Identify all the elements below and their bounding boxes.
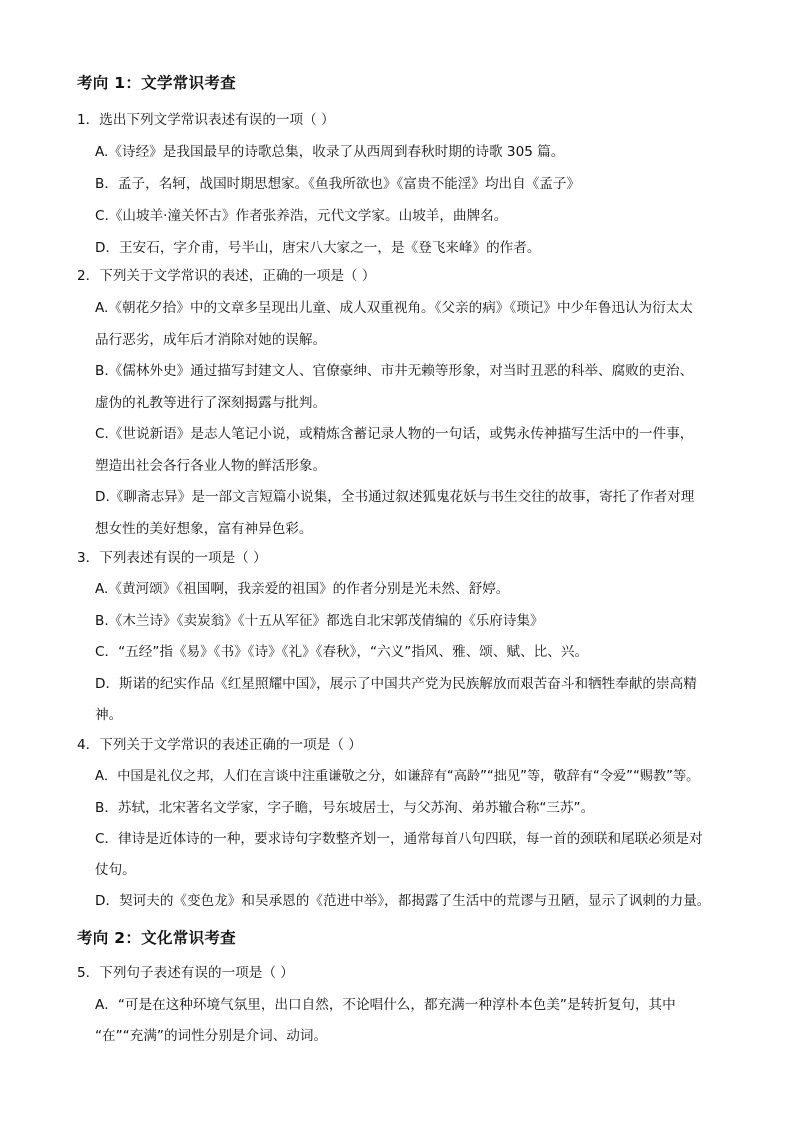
question-1-option-c: C.《山坡羊·潼关怀古》作者张养浩，元代文学家。山坡羊，曲牌名。: [95, 208, 508, 224]
question-2-option-a: A.《朝花夕拾》中的文章多呈现出儿童、成人双重视角。《父亲的病》《琐记》中少年鲁迅认为衍太太: [95, 300, 693, 316]
question-1-stem: 1．选出下列文学常识表述有误的一项（ ）: [77, 112, 335, 128]
question-2-option-b: B.《儒林外史》通过描写封建文人、官僚豪绅、市井无赖等形象，对当时丑恶的科举、腐败的吏治、: [95, 363, 694, 379]
question-3-option-d-cont: 神。: [95, 707, 123, 723]
question-1-option-b: B．孟子，名轲，战国时期思想家。《鱼我所欲也》《富贵不能淫》均出自《孟子》: [95, 176, 581, 192]
question-4-option-c-cont: 仗句。: [95, 862, 136, 878]
question-2-option-d: D.《聊斋志异》是一部文言短篇小说集，全书通过叙述狐鬼花妖与书生交往的故事，寄托了作者对理: [95, 489, 695, 505]
question-5-stem: 5．下列句子表述有误的一项是（ ）: [77, 965, 294, 981]
section-title: 考向 1：文学常识考查: [77, 74, 236, 92]
question-5-option-a-cont: “在”“充满”的词性分别是介词、动词。: [95, 1028, 328, 1044]
question-3-option-a: A.《黄河颂》《祖国啊，我亲爱的祖国》的作者分别是光未然、舒婷。: [95, 581, 510, 597]
question-4-option-b: B．苏轼，北宋著名文学家，字子瞻，号东坡居士，与父苏洵、弟苏辙合称“三苏”。: [95, 800, 595, 816]
question-5-option-a: A．“可是在这种环境气氛里，出口自然，不论唱什么，都充满一种淳朴本色美”是转折复句，其中: [95, 997, 676, 1013]
question-2-option-a-cont: 品行恶劣，成年后才消除对她的误解。: [95, 332, 327, 348]
question-3-option-d: D．斯诺的纪实作品《红星照耀中国》，展示了中国共产党为民族解放而艰苦奋斗和牺牲奉献的崇高精: [95, 676, 697, 692]
question-3-stem: 3．下列表述有误的一项是（ ）: [77, 550, 267, 566]
question-4-option-a: A．中国是礼仪之邦，人们在言谈中注重谦敬之分，如谦辞有“高龄”“拙见”等，敬辞有“令爱”“赐教”等。: [95, 769, 700, 784]
section-title: 考向 2：文化常识考查: [77, 929, 236, 947]
question-3-option-c: C．“五经”指《易》《书》《诗》《礼》《春秋》，“六义”指风、雅、颂、赋、比、兴。: [95, 644, 589, 660]
question-2-option-d-cont: 想女性的美好想象，富有神异色彩。: [95, 521, 313, 537]
question-3-option-b: B.《木兰诗》《卖炭翁》《十五从军征》都选自北宋郭茂倩编的《乐府诗集》: [95, 613, 544, 629]
question-2-option-c: C.《世说新语》是志人笔记小说，或精炼含蓄记录人物的一句话，或隽永传神描写生活中的一件事，: [95, 426, 694, 442]
question-4-stem: 4．下列关于文学常识的表述正确的一项是（ ）: [77, 737, 362, 753]
question-1-option-a: A.《诗经》是我国最早的诗歌总集，收录了从西周到春秋时期的诗歌 305 篇。: [95, 144, 565, 160]
question-4-option-c: C．律诗是近体诗的一种，要求诗句字数整齐划一，通常每首八句四联，每一首的颈联和尾联必须是对: [95, 831, 703, 847]
question-2-option-b-cont: 虚伪的礼教等进行了深刻揭露与批判。: [95, 395, 327, 411]
question-2-option-c-cont: 塑造出社会各行各业人物的鲜活形象。: [95, 458, 327, 474]
question-2-stem: 2．下列关于文学常识的表述，正确的一项是（ ）: [77, 268, 376, 284]
question-4-option-d: D．契诃夫的《变色龙》和吴承恩的《范进中举》，都揭露了生活中的荒谬与丑陋，显示了讽刺的力量。: [95, 893, 711, 909]
question-1-option-d: D．王安石，字介甫，号半山，唐宋八大家之一，是《登飞来峰》的作者。: [95, 240, 541, 256]
